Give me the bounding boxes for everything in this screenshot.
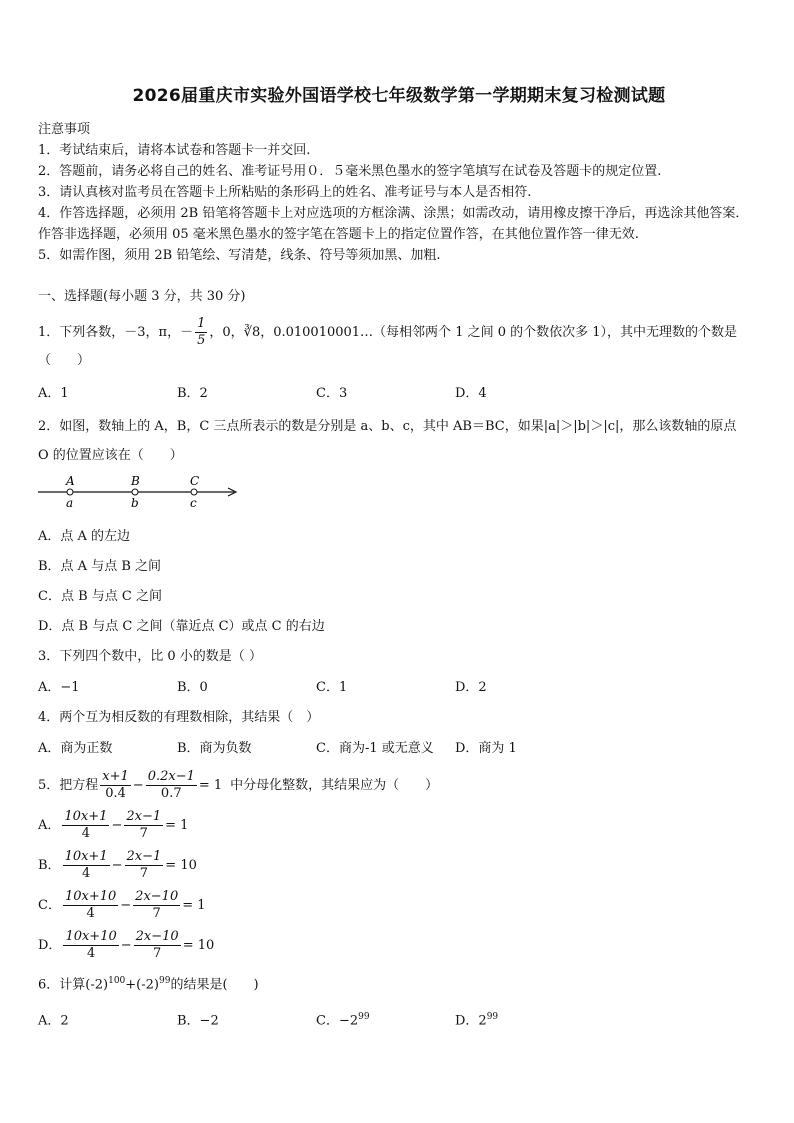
question-4	[38, 707, 760, 759]
option-frac-2: $\frac{2x-1}{7}$	[126, 848, 162, 881]
q5-frac-2: $\frac{0.2x-1}{0.7}$	[147, 768, 195, 801]
option-frac-2: $\frac{2x-10}{7}$	[135, 888, 179, 921]
question-3	[38, 646, 760, 698]
question-1	[38, 314, 760, 404]
q6-pre: 6．计算(-2)	[38, 977, 109, 993]
q5-option-b	[38, 845, 760, 885]
option-a	[38, 1007, 177, 1031]
option-c: C．1	[316, 680, 348, 695]
q3-stem: 3．下列四个数中，比 0 小的数是（ ）	[38, 649, 262, 664]
q6-mid: +(-2)	[125, 977, 159, 993]
notice-item: 5．如需作图，须用 2B 铅笔绘、写清楚，线条、符号等须加黑、加粗.	[38, 248, 441, 263]
minus-sign: −	[111, 817, 123, 833]
label-a: a	[66, 496, 74, 510]
option-rhs: = 1	[182, 897, 206, 913]
option-a: A．点 A 的左边	[38, 529, 131, 544]
minus-sign: −	[120, 897, 132, 913]
label-b: b	[131, 496, 139, 510]
notice-item: 2．答题前，请务必将自己的姓名、准考证号用０．５毫米黑色墨水的签字笔填写在试卷及答题卡的规定位置.	[38, 164, 662, 179]
point-a-mark	[67, 489, 73, 495]
option-c: C．3	[316, 386, 348, 401]
option-frac-2: $\frac{2x-10}{7}$	[135, 928, 179, 961]
section-heading: 一、选择题(每小题 3 分，共 30 分)	[38, 289, 246, 304]
minus-sign: −	[111, 857, 123, 873]
option-rhs: = 10	[182, 937, 215, 953]
q5-frac-1: $\frac{x+1}{0.4}$	[102, 768, 129, 801]
option-rhs: = 10	[165, 857, 197, 873]
option-b: B．2	[177, 386, 208, 401]
q1-mid: ，0，	[209, 324, 244, 340]
option-d: D．4	[455, 386, 487, 401]
minus-sign: −	[120, 937, 132, 953]
option-frac-1: $\frac{10x+1}{4}$	[64, 848, 108, 881]
q6-post: 的结果是( )	[170, 977, 259, 993]
question-5	[38, 765, 760, 965]
q6-exp-1: 100	[108, 976, 126, 986]
q2-line2: O 的位置应该在（ ）	[38, 448, 183, 463]
notice-heading: 注意事项	[38, 122, 91, 137]
option-a: A．商为正数	[38, 741, 113, 756]
option-b: B．点 A 与点 B 之间	[38, 559, 162, 574]
option-c	[316, 1007, 455, 1031]
option-d: D．商为 1	[455, 741, 517, 756]
option-b	[177, 1007, 316, 1031]
point-c-mark	[191, 489, 197, 495]
q1-pre: 1．下列各数，－3，π，－	[38, 324, 194, 340]
q5-option-d	[38, 925, 760, 965]
option-d	[455, 1007, 594, 1031]
option-d: D．2	[455, 680, 487, 695]
question-2	[38, 416, 760, 637]
q2-line1: 2．如图，数轴上的 A，B，C 三点所表示的数是分别是 a、b、c，其中 AB＝BC，如果|a|＞|b|＞|c|，那么该数轴的原点	[38, 419, 737, 434]
option-exp: 99	[358, 1012, 370, 1023]
label-C: C	[190, 474, 200, 488]
q1-options	[38, 383, 760, 404]
option-a: A．1	[38, 386, 69, 401]
q5-rhs: = 1	[198, 777, 223, 793]
option-frac-1: $\frac{10x+10}{4}$	[65, 928, 117, 961]
number-line-figure	[38, 474, 760, 517]
q1-tail: （ ）	[38, 353, 91, 368]
option-exp: 99	[486, 1012, 499, 1023]
option-frac-1: $\frac{10x+10}{4}$	[64, 888, 117, 921]
option-label: A．2	[38, 1013, 69, 1029]
q5-post: 中分母化整数，其结果应为（ ）	[230, 777, 439, 793]
number-line-svg	[38, 474, 248, 510]
label-B: B	[131, 474, 140, 488]
q1-root: ∛8	[243, 324, 261, 340]
option-label: D．2	[455, 1013, 487, 1029]
option-label: B．−2	[177, 1013, 219, 1029]
option-label: A．	[38, 817, 61, 833]
exam-page	[38, 86, 760, 1032]
notice-item: 3．请认真核对监考员在答题卡上所粘贴的条形码上的姓名、准考证号与本人是否相符.	[38, 185, 532, 200]
label-c: c	[190, 496, 197, 510]
option-a: A．−1	[38, 680, 80, 695]
q1-post: ，0.010010001…（每相邻两个 1 之间 0 的个数依次多 1），其中无理数的个数是	[260, 324, 738, 340]
notice-item: 4．作答选择题，必须用 2B 铅笔将答题卡上对应选项的方框涂满、涂黑；如需改动，请用橡皮擦干净后，再选涂其他答案．作答非选择题，必须用 05 毫米黑色墨水的签字笔在答题卡上的指定位置作答，在其他位置作答一律无效.	[38, 206, 749, 242]
option-c: C．商为-1 或无意义	[316, 741, 434, 756]
q1-fraction: $\frac{1}{5}$	[197, 315, 206, 348]
option-c: C．点 B 与点 C 之间	[38, 589, 162, 604]
option-frac-1: $\frac{10x+1}{4}$	[64, 808, 108, 841]
option-b: B．0	[177, 680, 208, 695]
option-rhs: = 1	[165, 817, 189, 833]
option-d: D．点 B 与点 C 之间（靠近点 C）或点 C 的右边	[38, 619, 325, 634]
question-6	[38, 971, 760, 1032]
point-b-mark	[132, 489, 138, 495]
option-label: C．−2	[316, 1013, 359, 1029]
option-label: D．	[38, 937, 62, 953]
q3-options	[38, 677, 760, 698]
notice-block	[38, 119, 760, 266]
option-label: B．	[38, 857, 61, 873]
q4-stem: 4．两个互为相反数的有理数相除，其结果（ ）	[38, 710, 320, 725]
option-b: B．商为负数	[177, 741, 252, 756]
option-frac-2: $\frac{2x-1}{7}$	[126, 808, 162, 841]
q4-options	[38, 738, 760, 759]
q5-option-c	[38, 885, 760, 925]
q5-option-a	[38, 805, 760, 845]
q6-exp-2: 99	[158, 976, 171, 986]
q5-op: −	[132, 777, 144, 793]
q6-options	[38, 1007, 760, 1031]
q6-stem	[38, 971, 760, 995]
q5-pre: 5．把方程	[38, 777, 99, 793]
option-label: C．	[38, 897, 61, 913]
q5-stem	[38, 765, 760, 805]
label-A: A	[66, 474, 75, 488]
page-title: 2026届重庆市实验外国语学校七年级数学第一学期期末复习检测试题	[132, 86, 666, 106]
notice-item: 1．考试结束后，请将本试卷和答题卡一并交回.	[38, 143, 311, 158]
